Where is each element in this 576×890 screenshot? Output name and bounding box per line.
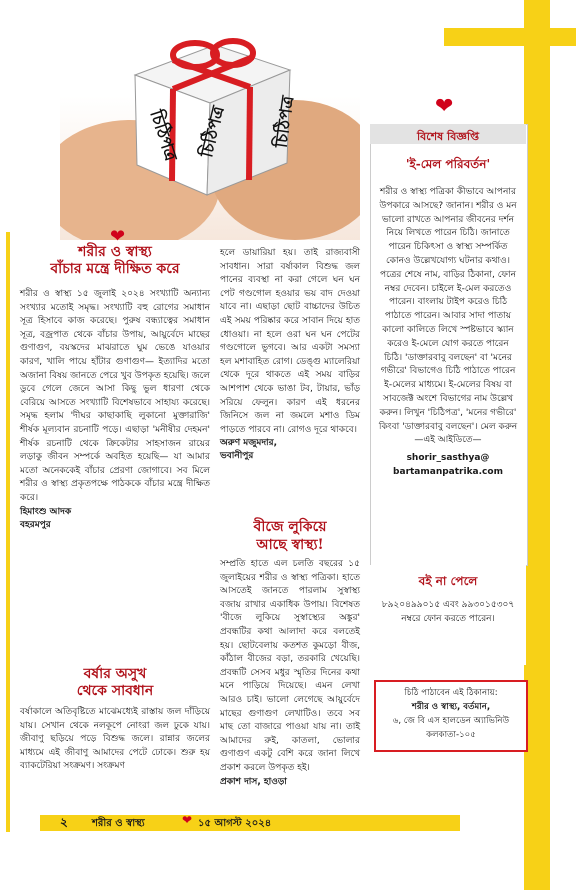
headline-line-1: বীজে লুকিয়ে [253,519,327,535]
address-line-2: শরীর ও স্বাস্থ্য, বর্তমান, [411,702,491,712]
heart-icon: ❤ [435,94,454,119]
author-place: বহরমপুর [20,519,51,530]
notice-title: বিশেষ বিজ্ঞপ্তি [416,130,480,143]
article-text: শরীর ও স্বাস্থ্য ১৫ জুলাই ২০২৪ সংখ্যাটি অন্যান্য সংখ্যার মতোই সমৃদ্ধ। সংখ্যাটি বহু রোগের সমাধান সূত্র হিসাবে কাজ করেছে। পুরুষ বন্ধ্যাত্বের সমাধান সূত্র, বজ্রপাত থেকে বাঁচার উপায়, আয়ুর্বেদে মাছের গুণাগুণ, বয়স্কদের মাঝরাতে ঘুম ভেঙে যাওয়ার কারণ, খালি পায়ে হাঁটার গুণাগুণ— ইত্যাদির মতো অজানা বিষয় জানতে পেরে খুব উপকৃত হয়েছি। জলে ডুবে গেলে জেনে আসা কিছু ভুল ধারণা থেকে বেরিয়ে আসতে সংখ্যাটি বিশেষভাবে সাহায্য করেছে। সমৃদ্ধ হলাম 'দীঘর কাছাকাছি লুকানো মুক্তারাজি' শীর্ষক মূল্যবান রচনাটি পড়ে। এছাড়া 'মনীষীর দেহমন' শীর্ষক রচনাটি থেকে ক্রিকেটার সাহসাজন রায়ের লড়াকু জীবন সম্পর্কে অবহিত হয়েছি— যা আমার মতো অনেককেই বাঁচার প্রেরণা জোগাবে। সব মিলে শরীর ও স্বাস্থ্য প্রকৃতপক্ষে পাঠককে বাঁচার মন্ত্রে দীক্ষিত করে। [20,289,210,503]
article2-headline [20,666,210,700]
article2-body-part2 [220,247,360,463]
yellow-left-rule [6,232,10,832]
author-place: ভবানীপুর [220,451,254,462]
photo-label-front: চিঠিপত্র [197,104,230,160]
photo-label-left: চিঠিপত্র [145,107,181,164]
author-name: প্রকাশ দাস, হাওড়া [220,776,287,787]
address-line-1: চিঠি পাঠাবেন এই ঠিকানায়: [404,688,498,698]
article3-text: সম্প্রতি হাতে এল চলতি বছরের ১৫ জুলাইয়ের শরীর ও স্বাস্থ্য পত্রিকা। হাতে আসতেই জানতে পারলাম সুস্বাস্থ্য বজায় রাখার একাধিক উপায়। বিশেষত 'বীজে লুকিয়ে সুস্বাস্থ্যের অঙ্কুর' প্রবন্ধটির কথা আলাদা করে বলতেই হয়। ছোটবেলায় কতশত কুমড়ো বীজ, কাঁঠাল বীজের বড়া, তরকারি খেয়েছি। প্রবন্ধটি সেসব মধুর স্মৃতির দিনের কথা মনে পাড়িয়ে দিয়েছে। এমন লেখা আরও চাই। ভালো লেগেছে আয়ুর্বেদে মাছের গুণাগুণ লেখাটিও। তবে সব মাছ তো বাজারে পাওয়া যায় না। তাই আমাদের রুই, কাতলা, ভোলার গুণাগুণ একটু বেশি করে জানা লিখে প্রকাশ করলে উপকৃত হই। [220,559,360,773]
photo-label-right: চিঠিপত্র [271,94,299,150]
heart-icon: ❤ [110,226,126,247]
gift-box-photo [60,0,360,240]
headline-line-2: থেকে সাবধান [76,683,154,699]
notice-text: শরীর ও স্বাস্থ্য পত্রিকা কীভাবে আপনার উপকারে আসছে? জানান। শরীর ও মন ভালো রাখতে আপনার জীবনের দর্শন নিয়ে লিখতে পারেন চিঠি। জানাতে পারেন চিকিৎসা ও স্বাস্থ্য সম্পর্কিত কোনও উল্লেখযোগ্য ঘটনার কথাও। পত্রের শেষে নাম, বাড়ির ঠিকানা, ফোন নম্বর দেবেন। চাইলে ই-মেল করতেও পারেন। বাংলায় টাইপ করেও চিঠি পাঠাতে পারেন। আবার সাদা পাতায় কালো কালিতে লিখে স্পষ্টভাবে স্ক্যান করেও ই-মেলে যোগ করতে পারেন চিঠি। 'ডাক্তারবাবু বলছেন' বা 'মনের গভীরে' বিভাগেও চিঠি পাঠাতে পারেন ই-মেলের মাধ্যমে। ই-মেলের বিষয় বা সাবজেক্ট অংশে বিভাগের নাম উল্লেখ করুন। লিখুন 'চিঠিপত্র', 'মনের গভীরে' কিংবা 'ডাক্তারবাবু বলছেন'। মেল করুন—এই আইডিতে— [378,187,518,446]
article-headline [20,244,210,278]
article2-body-part1 [20,706,210,774]
headline-line-1: শরীর ও স্বাস্থ্য [78,244,152,260]
article3-body [220,558,360,789]
footer-magazine: শরীর ও স্বাস্থ্য [92,818,145,829]
footer-date: ১৫ আগস্ট ২০২৪ [198,818,272,829]
article2-text: বর্ষাকালে অতিবৃষ্টিতে মাঝেমধ্যেই রাস্তায় জল দাঁড়িয়ে যায়। সেখান থেকে নলকূপে নোংরা জল ঢুকে যায়। জীবাণু ছড়িয়ে পড়ে বিশুদ্ধ জলে। রান্নার জলের মাধ্যমে এই জীবাণু আমাদের পেটে ঢোকে। শুরু হয় ব্যাকটেরিয়া সংক্রমণ। সংক্রমণ [20,707,210,772]
headline-line-2: বাঁচার মন্ত্রে দীক্ষিত করে [50,261,180,277]
page-footer [40,812,480,834]
no-magazine-text: ৮৯২০৪৯৯০১৫ এবং ৯৯৩০১৫৩০৭ নম্বরে ফোন করতে পারেন। [381,600,515,624]
notice-email[interactable] [378,452,518,480]
author-name: হিমাংশু আদক [20,506,72,517]
yellow-horizontal-bar [444,28,576,46]
notice-subtitle: 'ই-মেল পরিবর্তন' [405,157,491,171]
email-line-1[interactable]: shorir_sasthya@ [406,453,490,464]
address-line-3: ৬, জে বি এস হালডেন অ্যাভিনিউ [392,716,510,726]
author-name: অরুণ মজুমদার, [220,438,278,449]
article3-headline [220,518,360,554]
article-body [20,288,210,532]
address-line-4: কলকাতা-১০৫ [426,730,476,740]
email-line-2[interactable]: bartamanpatrika.com [393,466,503,477]
no-magazine-title: বই না পেলে [418,574,478,588]
no-magazine-box [370,565,526,665]
notice-body [378,186,518,480]
headline-line-2: আছে স্বাস্থ্য! [256,537,324,553]
headline-line-1: বর্ষার অসুখ [83,666,147,682]
heart-icon: ❤ [182,813,193,827]
address-box [374,680,528,752]
article2-text-continued: হলে ডায়ারিয়া হয়। তাই রাজ্যবাসী সাবধান। সারা বর্ষাকাল বিশুদ্ধ জল পানের ব্যবস্থা না করা গেলে ঘন ঘন পেট গণ্ডগোল হওয়ার ভয় বাদ দেওয়া যাবে না। এছাড়া ছোট বাচ্চাদের উচিত এই সময় পরিষ্কার করে সাবান দিয়ে হাত ধোওয়া। না হলে ওরা ঘন ঘন পেটের গণ্ডগোলে ভুগবে। আর একটা সমস্যা হল মশাবাহিত রোগ। ডেঙ্গু ম্যালেরিয়া থেকে দূরে থাকতে এই সময় বাড়ির আশপাশ থেকে ভাঙা টব, টায়ার, ভাঁড় সরিয়ে ফেলুন। কারণ এই ধরনের জিনিসে জল না জমলে মশাও ডিম পাড়তে পারবে না। রোগও দূরে থাকবে। [220,248,360,435]
page-number: ২ [60,815,68,829]
